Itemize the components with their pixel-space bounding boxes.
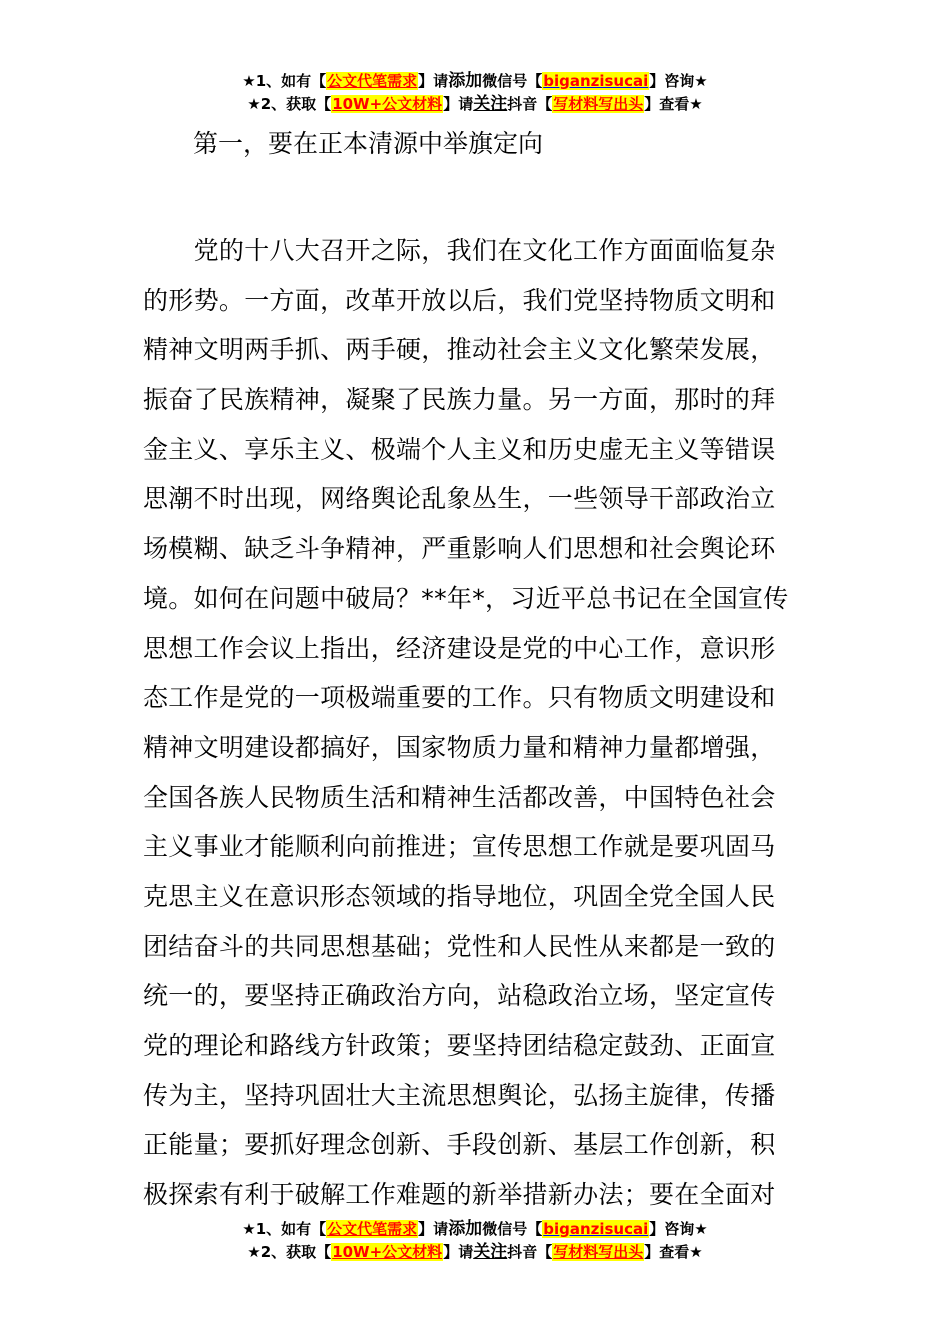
header-banner bbox=[0, 70, 950, 116]
paragraph-line: 统一的，要坚持正确政治方向，站稳政治立场，坚定宣传 bbox=[143, 981, 776, 1011]
paragraph-line: 态工作是党的一项极端重要的工作。只有物质文明建设和 bbox=[143, 683, 776, 713]
footer-banner bbox=[0, 1218, 950, 1264]
banner-text: 】查看★ bbox=[644, 95, 703, 113]
section-heading: 第一，要在正本清源中举旗定向 bbox=[193, 129, 544, 158]
banner-text: 】请 bbox=[418, 72, 449, 90]
footer-banner-line-1 bbox=[0, 1218, 950, 1241]
banner-text: 】咨询★ bbox=[649, 72, 708, 90]
service-highlight: 公文代笔需求 bbox=[327, 1220, 418, 1238]
wechat-id-highlight: biganzisucai bbox=[543, 72, 649, 90]
paragraph-line: 思想工作会议上指出，经济建设是党的中心工作，意识形 bbox=[143, 633, 776, 663]
banner-text: 】请 bbox=[443, 95, 474, 113]
paragraph-line: 团结奋斗的共同思想基础；党性和人民性从来都是一致的 bbox=[143, 931, 776, 961]
emphasis-text: 关注 bbox=[473, 94, 508, 114]
banner-text: ★1、如有【 bbox=[242, 72, 327, 90]
banner-text: 微信号【 bbox=[482, 1220, 543, 1238]
header-banner-line-1 bbox=[0, 70, 950, 93]
paragraph-line: 思潮不时出现，网络舆论乱象丛生，一些领导干部政治立 bbox=[143, 484, 776, 514]
paragraph-line: 精神文明建设都搞好，国家物质力量和精神力量都增强， bbox=[143, 732, 776, 762]
paragraph-line: 的形势。一方面，改革开放以后，我们党坚持物质文明和 bbox=[143, 285, 776, 315]
banner-text: 】请 bbox=[443, 1243, 474, 1261]
banner-text: ★2、获取【 bbox=[247, 1243, 332, 1261]
banner-text: 】请 bbox=[418, 1220, 449, 1238]
paragraph-line: 境。如何在问题中破局？**年*，习近平总书记在全国宣传 bbox=[143, 583, 789, 613]
paragraph-line: 克思主义在意识形态领域的指导地位，巩固全党全国人民 bbox=[143, 881, 776, 911]
paragraph-line: 精神文明两手抓、两手硬，推动社会主义文化繁荣发展， bbox=[143, 335, 776, 365]
paragraph-line: 主义事业才能顺利向前推进；宣传思想工作就是要巩固马 bbox=[143, 832, 776, 862]
wechat-id-highlight: biganzisucai bbox=[543, 1220, 649, 1238]
emphasis-text: 关注 bbox=[473, 1242, 508, 1262]
paragraph-line: 党的理论和路线方针政策；要坚持团结稳定鼓劲、正面宣 bbox=[143, 1031, 776, 1060]
paragraph-line: 金主义、享乐主义、极端个人主义和历史虚无主义等错误 bbox=[143, 434, 776, 464]
douyin-id-highlight: 写材料写出头 bbox=[553, 1243, 644, 1261]
materials-highlight: 10W+公文材料 bbox=[332, 95, 443, 113]
emphasis-text: 添加 bbox=[448, 71, 483, 91]
materials-highlight: 10W+公文材料 bbox=[332, 1243, 443, 1261]
banner-text: 抖音【 bbox=[507, 1243, 553, 1261]
paragraph-line: 党的十八大召开之际，我们在文化工作方面面临复杂 bbox=[143, 236, 776, 265]
footer-banner-line-2 bbox=[0, 1241, 950, 1264]
emphasis-text: 添加 bbox=[448, 1219, 483, 1239]
douyin-id-highlight: 写材料写出头 bbox=[553, 95, 644, 113]
paragraph-line: 全国各族人民物质生活和精神生活都改善，中国特色社会 bbox=[143, 782, 776, 812]
paragraph-line: 正能量；要抓好理念创新、手段创新、基层工作创新，积 bbox=[143, 1130, 776, 1160]
header-banner-line-2 bbox=[0, 93, 950, 116]
banner-text: 】咨询★ bbox=[649, 1220, 708, 1238]
banner-text: 抖音【 bbox=[507, 95, 553, 113]
banner-text: ★2、获取【 bbox=[247, 95, 332, 113]
service-highlight: 公文代笔需求 bbox=[327, 72, 418, 90]
banner-text: 微信号【 bbox=[482, 72, 543, 90]
paragraph-line: 传为主，坚持巩固壮大主流思想舆论，弘扬主旋律，传播 bbox=[143, 1080, 776, 1110]
paragraph-line: 振奋了民族精神，凝聚了民族力量。另一方面，那时的拜 bbox=[143, 385, 776, 415]
banner-text: ★1、如有【 bbox=[242, 1220, 327, 1238]
body-paragraph bbox=[143, 226, 811, 1220]
banner-text: 】查看★ bbox=[644, 1243, 703, 1261]
paragraph-line: 场模糊、缺乏斗争精神，严重影响人们思想和社会舆论环 bbox=[143, 534, 776, 564]
paragraph-line: 极探索有利于破解工作难题的新举措新办法；要在全面对 bbox=[143, 1180, 776, 1210]
